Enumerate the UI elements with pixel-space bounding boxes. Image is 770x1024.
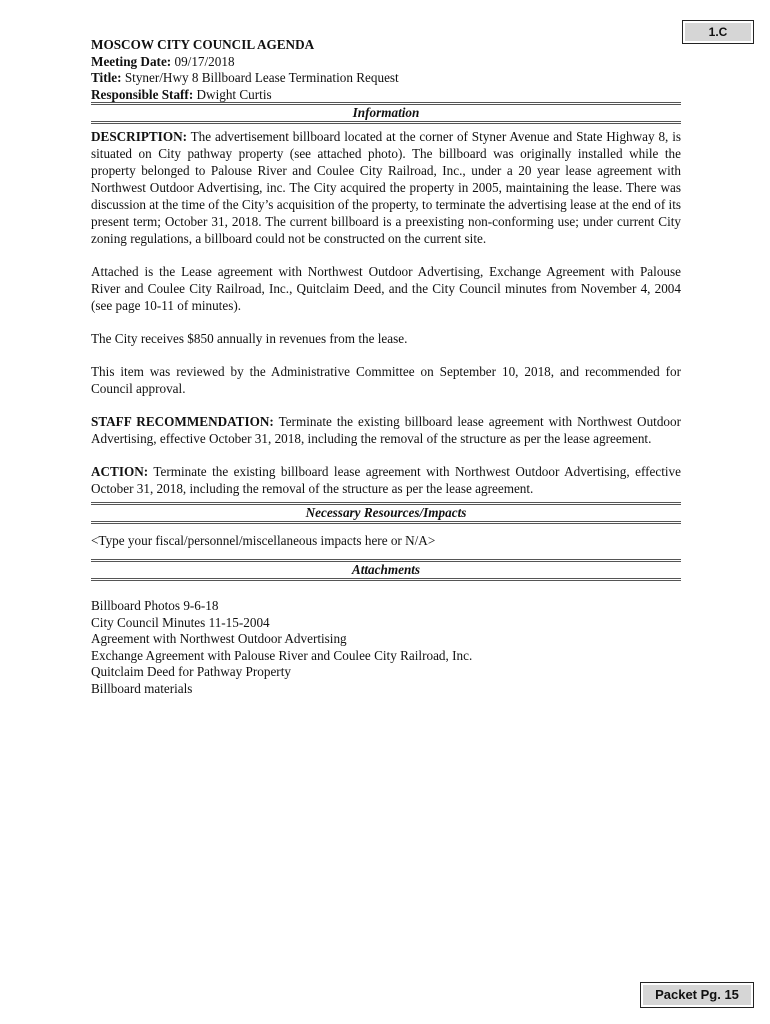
staff-recommendation-paragraph xyxy=(91,413,681,447)
item-number-tag: 1.C xyxy=(682,20,754,44)
revenue-paragraph: The City receives $850 annually in revenues from the lease. xyxy=(91,331,408,346)
staff-recommendation-label: STAFF RECOMMENDATION: xyxy=(91,414,274,429)
attached-paragraph: Attached is the Lease agreement with Northwest Outdoor Advertising, Exchange Agreement with Palouse River and Coulee City Railroad, Inc., Quitclaim Deed, and the City Council minutes from November 4, 2004 (see page 10-11 of minutes). xyxy=(91,264,681,313)
attachments-list xyxy=(91,597,681,696)
staff-recommendation-text: Terminate the existing billboard lease agreement with Northwest Outdoor Advertising, effective October 31, 2018, including the removal of the structure as per the lease agreement. xyxy=(91,414,681,446)
meeting-date-value: 09/17/2018 xyxy=(171,53,235,69)
action-paragraph xyxy=(91,463,681,497)
org-title: MOSCOW CITY COUNCIL AGENDA xyxy=(91,37,315,52)
attachment-item: City Council Minutes 11-15-2004 xyxy=(91,614,270,630)
description-paragraph xyxy=(91,128,681,247)
staff-value: Dwight Curtis xyxy=(193,86,272,102)
description-label: DESCRIPTION: xyxy=(91,129,187,144)
attachment-item: Exchange Agreement with Palouse River and Coulee City Railroad, Inc. xyxy=(91,647,473,663)
action-label: ACTION: xyxy=(91,464,149,479)
section-header-information: Information xyxy=(91,102,681,124)
attachment-item: Billboard materials xyxy=(91,680,193,696)
attachment-item: Billboard Photos 9-6-18 xyxy=(91,598,219,613)
action-text: Terminate the existing billboard lease agreement with Northwest Outdoor Advertising, effective October 31, 2018, including the removal of the structure as per the lease agreement. xyxy=(91,464,681,496)
title-line xyxy=(91,69,681,86)
section-header-resources: Necessary Resources/Impacts xyxy=(91,502,681,524)
section-header-attachments: Attachments xyxy=(91,559,681,581)
description-text: The advertisement billboard located at the corner of Styner Avenue and State Highway 8, is situated on City pathway property (see attached photo). The billboard was originally installed while the property belonged to Palouse River and Coulee City Railroad, Inc., under a 20 year lease agreement with Northwest Outdoor Advertising, inc. The City acquired the property in 2005, maintaining the lease. There was discussion at the time of the City’s acquisition of the property, to terminate the advertising lease at the end of its present term; October 31, 2018. The current billboard is a preexisting non-conforming use; under current City zoning regulations, a billboard could not be constructed on the current site. xyxy=(91,129,681,246)
attachment-item: Agreement with Northwest Outdoor Advertising xyxy=(91,631,347,646)
agenda-document xyxy=(91,36,681,696)
meeting-date-line xyxy=(91,53,681,70)
staff-label: Responsible Staff: xyxy=(91,86,194,102)
staff-line xyxy=(91,86,681,103)
title-value: Styner/Hwy 8 Billboard Lease Termination Request xyxy=(121,70,399,85)
packet-page-tag: Packet Pg. 15 xyxy=(640,982,754,1008)
title-label: Title: xyxy=(91,70,122,85)
review-paragraph: This item was reviewed by the Administrative Committee on September 10, 2018, and recommended for Council approval. xyxy=(91,364,681,396)
meeting-date-label: Meeting Date: xyxy=(91,53,172,69)
attachment-item: Quitclaim Deed for Pathway Property xyxy=(91,664,291,679)
resources-text: <Type your fiscal/personnel/miscellaneous impacts here or N/A> xyxy=(91,533,436,548)
